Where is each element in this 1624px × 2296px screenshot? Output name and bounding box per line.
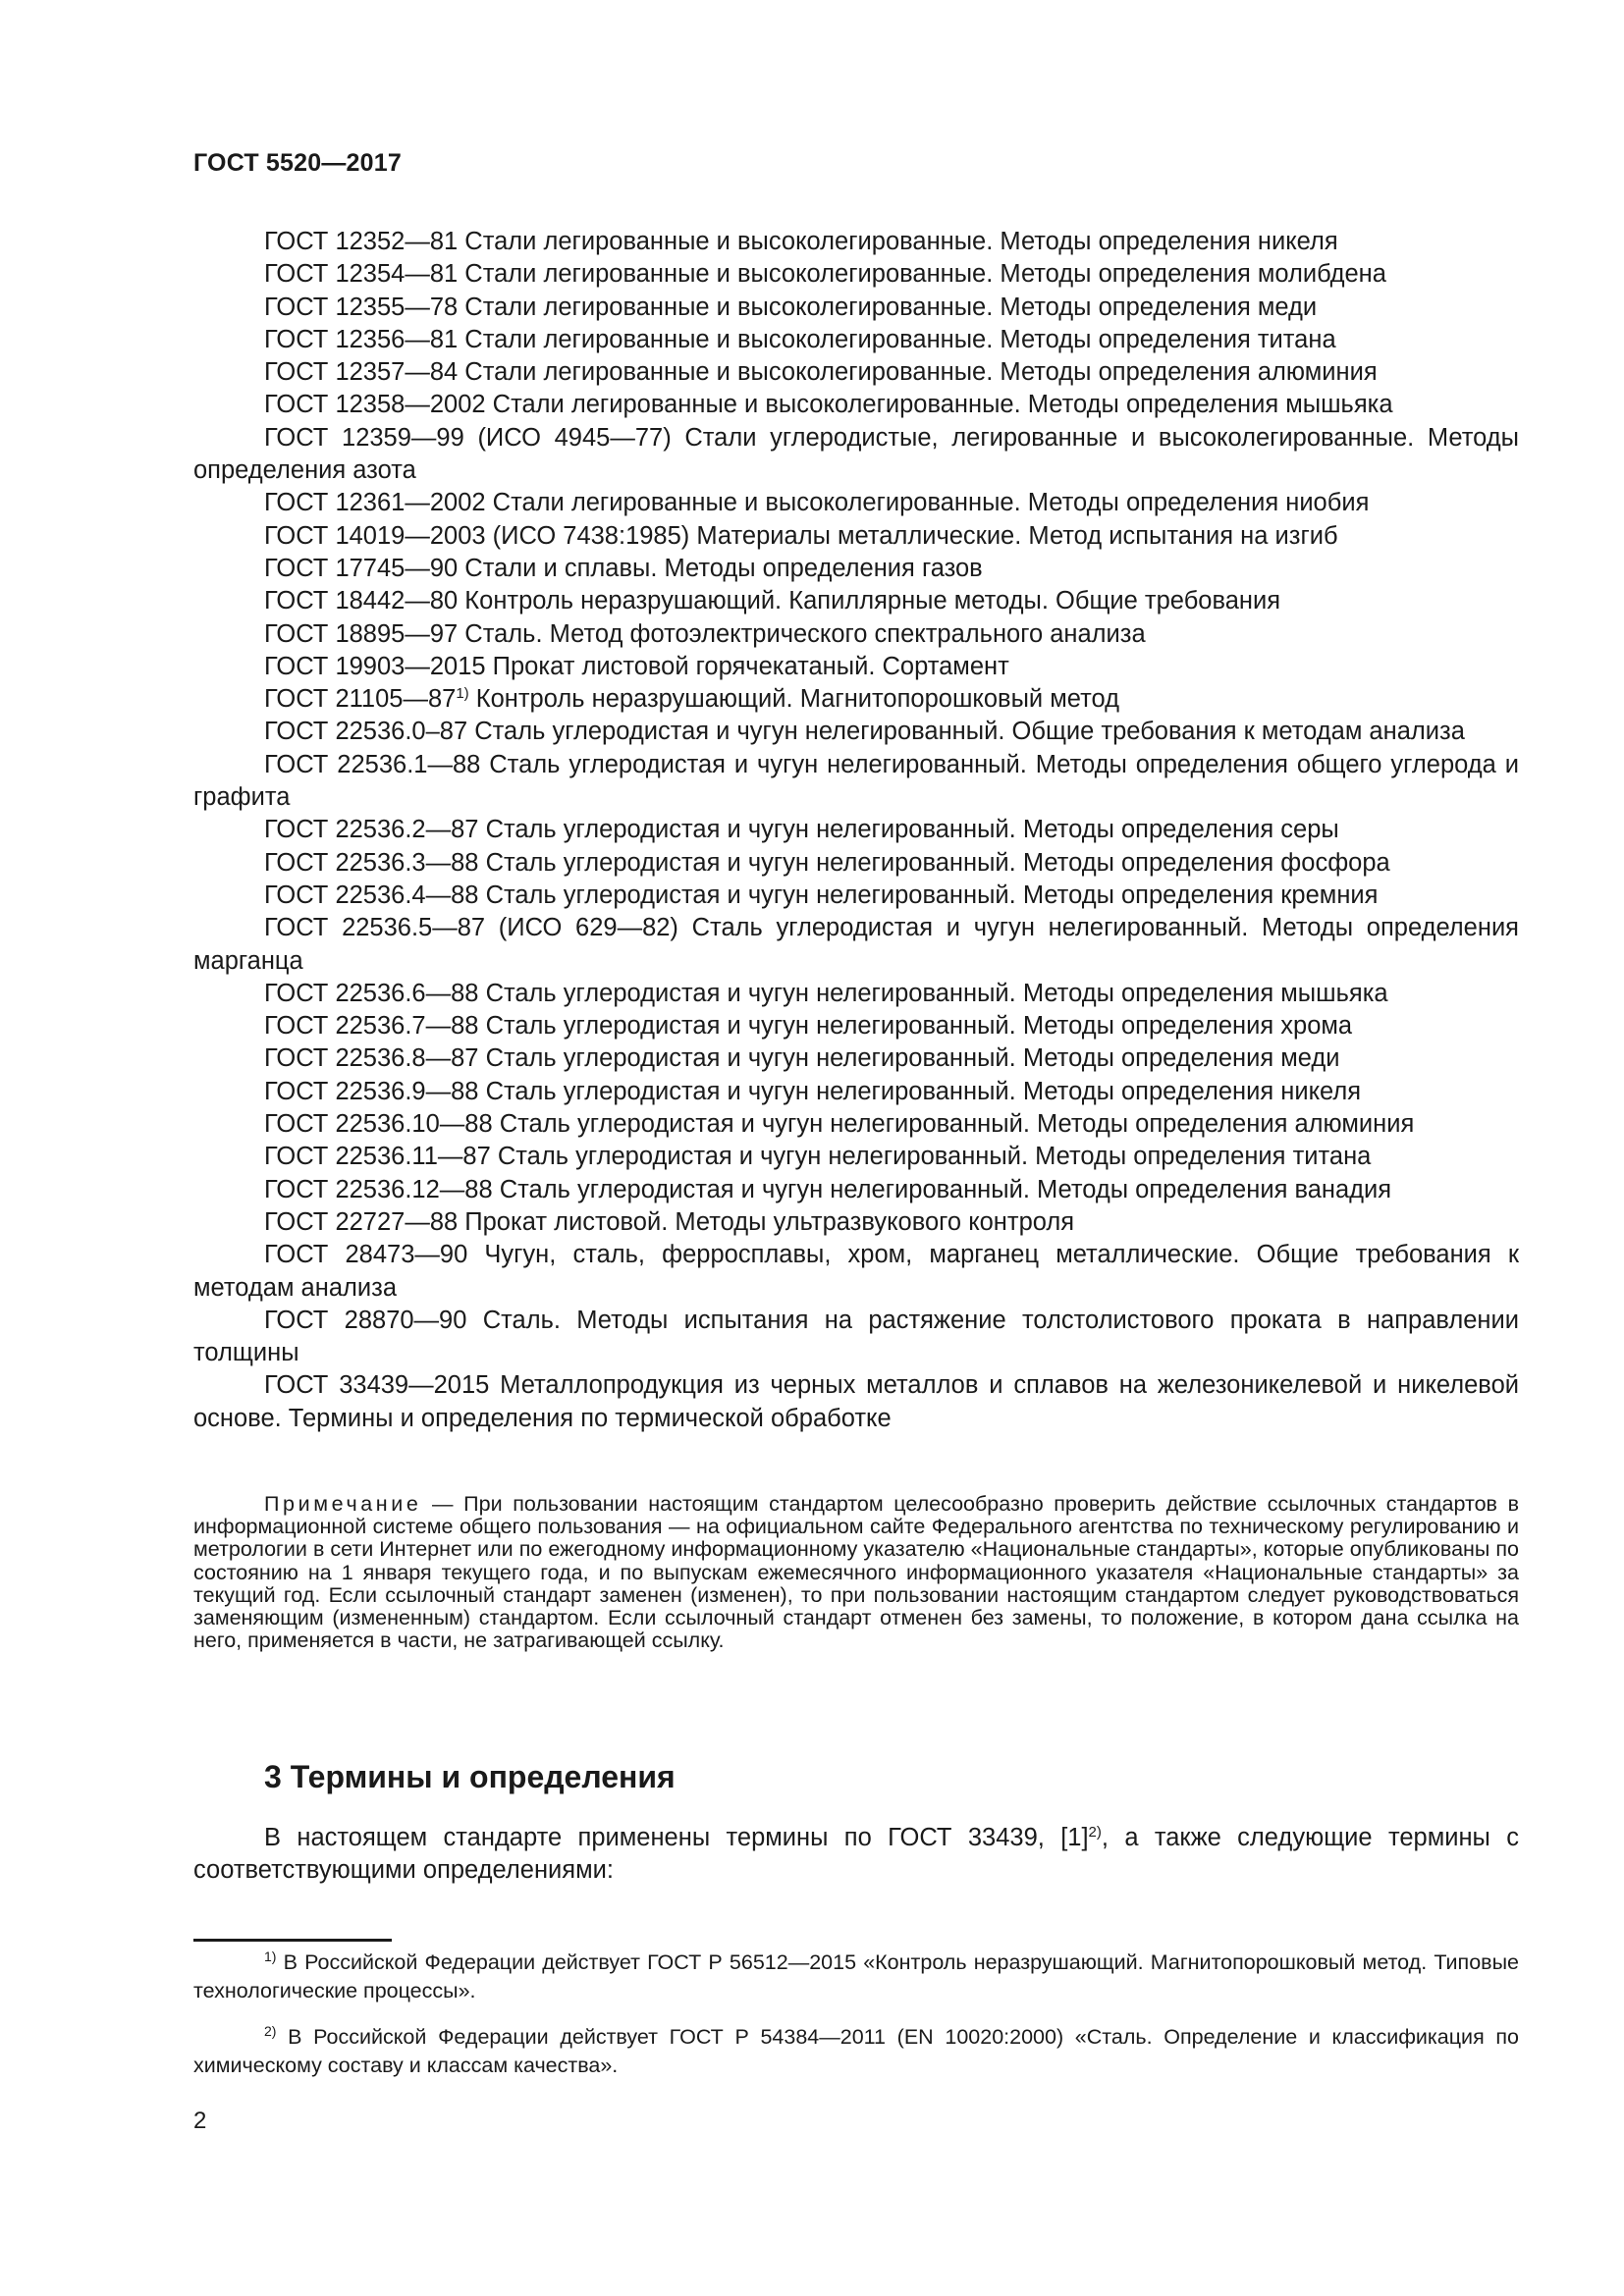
reference-item: ГОСТ 12352—81 Стали легированные и высоколегированные. Методы определения никеля: [264, 228, 1338, 255]
reference-code: ГОСТ 21105—87: [264, 685, 457, 714]
reference-item: ГОСТ 17745—90 Стали и сплавы. Методы определения газов: [264, 554, 983, 582]
reference-item: ГОСТ 28473—90 Чугун, сталь, ферросплавы, хром, марганец металлические. Общие требования к методам анализа: [193, 1241, 1519, 1302]
reference-item: ГОСТ 22536.5—87 (ИСО 629—82) Сталь углеродистая и чугун нелегированный. Методы определения марганца: [193, 914, 1519, 975]
footnote-mark: 1): [264, 1949, 277, 1964]
footnote-marker[interactable]: 1): [456, 685, 469, 703]
reference-item: ГОСТ 28870—90 Сталь. Методы испытания на растяжение толстолистового проката в направлении толщины: [193, 1306, 1519, 1367]
footnote-separator: [193, 1939, 392, 1942]
section-paragraph-text: В настоящем стандарте применены термины по ГОСТ 33439, [1]: [264, 1824, 1089, 1851]
reference-item: ГОСТ 12354—81 Стали легированные и высоколегированные. Методы определения молибдена: [264, 260, 1386, 289]
reference-item: ГОСТ 22536.12—88 Сталь углеродистая и чугун нелегированный. Методы определения ванадия: [264, 1175, 1392, 1203]
reference-item: ГОСТ 22536.11—87 Сталь углеродистая и чугун нелегированный. Методы определения титана: [264, 1143, 1372, 1171]
reference-item: ГОСТ 22536.2—87 Сталь углеродистая и чугун нелегированный. Методы определения серы: [264, 816, 1339, 844]
reference-item: ГОСТ 12356—81 Стали легированные и высоколегированные. Методы определения титана: [264, 325, 1336, 353]
note-text: — При пользовании настоящим стандартом целесообразно проверить действие ссылочных стандартов в информационной системе общего пользования — на официальном сайте Федерального агентства по техническому регулированию и метрологии в сети Интернет или по ежегодному информационному указателю «Национальные стандарты», которые опубликованы по состоянию на 1 января текущего года, и по выпускам ежемесячного информационного указателя «Национальные стандарты» за текущий год. Если ссылочный стандарт заменен (изменен), то при пользовании настоящим стандартом следует руководствоваться заменяющим (измененным) стандартом. Если ссылочный стандарт отменен без замены, то положение, в котором дана ссылка на него, применяется в части, не затрагивающей ссылку.: [193, 1492, 1519, 1653]
footnote-1: [193, 1949, 1519, 2005]
reference-item: ГОСТ 14019—2003 (ИСО 7438:1985) Материалы металлические. Метод испытания на изгиб: [264, 521, 1338, 550]
footnote-text: В Российской Федерации действует ГОСТ Р 54384—2011 (EN 10020:2000) «Сталь. Определение и классификация по химическому составу и классам качества».: [193, 2025, 1519, 2077]
section-paragraph-text-end: , а также следующие термины с соответствующими определениями:: [193, 1824, 1519, 1885]
reference-item: ГОСТ 22536.10—88 Сталь углеродистая и чугун нелегированный. Методы определения алюминия: [264, 1110, 1415, 1139]
reference-item: ГОСТ 18895—97 Сталь. Метод фотоэлектрического спектрального анализа: [264, 619, 1146, 648]
section-heading: 3 Термины и определения: [264, 1759, 676, 1794]
reference-item: ГОСТ 18442—80 Контроль неразрушающий. Капиллярные методы. Общие требования: [264, 587, 1281, 615]
reference-item: ГОСТ 33439—2015 Металлопродукция из черных металлов и сплавов на железоникелевой и никелевой основе. Термины и определения по термической обработке: [193, 1371, 1519, 1432]
note-label: Примечание: [264, 1492, 422, 1516]
reference-item: ГОСТ 22536.8—87 Сталь углеродистая и чугун нелегированный. Методы определения меди: [264, 1044, 1340, 1073]
reference-item: ГОСТ 22536.4—88 Сталь углеродистая и чугун нелегированный. Методы определения кремния: [264, 881, 1379, 909]
reference-item: ГОСТ 19903—2015 Прокат листовой горячекатаный. Сортамент: [264, 652, 1009, 680]
reference-item: ГОСТ 12355—78 Стали легированные и высоколегированные. Методы определения меди: [264, 293, 1318, 321]
reference-item: ГОСТ 22536.6—88 Сталь углеродистая и чугун нелегированный. Методы определения мышьяка: [264, 979, 1388, 1007]
reference-item: ГОСТ 22536.0–87 Сталь углеродистая и чугун нелегированный. Общие требования к методам анализа: [264, 718, 1465, 746]
reference-title: Контроль неразрушающий. Магнитопорошковый метод: [468, 685, 1119, 714]
footnote-2: [193, 2023, 1519, 2080]
footnote-mark: 2): [264, 2023, 277, 2039]
document-code-header: ГОСТ 5520—2017: [193, 149, 402, 177]
reference-item: ГОСТ 12358—2002 Стали легированные и высоколегированные. Методы определения мышьяка: [264, 391, 1393, 419]
reference-item: ГОСТ 22536.3—88 Сталь углеродистая и чугун нелегированный. Методы определения фосфора: [264, 848, 1390, 877]
reference-item: ГОСТ 22727—88 Прокат листовой. Методы ультразвукового контроля: [264, 1207, 1075, 1236]
section-paragraph: [193, 1822, 1519, 1888]
footnote-text: В Российской Федерации действует ГОСТ Р 56512—2015 «Контроль неразрушающий. Магнитопорошковый метод. Типовые технологические процессы».: [193, 1950, 1519, 2002]
reference-item-with-footnote: [193, 683, 1519, 716]
reference-item: ГОСТ 12357—84 Стали легированные и высоколегированные. Методы определения алюминия: [264, 358, 1378, 387]
reference-item: ГОСТ 22536.1—88 Сталь углеродистая и чугун нелегированный. Методы определения общего углерода и графита: [193, 750, 1519, 812]
reference-item: ГОСТ 12361—2002 Стали легированные и высоколегированные. Методы определения ниобия: [264, 489, 1370, 517]
footnote-marker[interactable]: 2): [1088, 1824, 1102, 1841]
reference-item: ГОСТ 22536.9—88 Сталь углеродистая и чугун нелегированный. Методы определения никеля: [264, 1077, 1362, 1105]
page-number: 2: [193, 2108, 207, 2134]
note-paragraph: [193, 1493, 1519, 1652]
normative-references-list: [193, 226, 1519, 1435]
reference-item: ГОСТ 22536.7—88 Сталь углеродистая и чугун нелегированный. Методы определения хрома: [264, 1012, 1353, 1041]
reference-item: ГОСТ 12359—99 (ИСО 4945—77) Стали углеродистые, легированные и высоколегированные. Методы определения азота: [193, 423, 1519, 485]
